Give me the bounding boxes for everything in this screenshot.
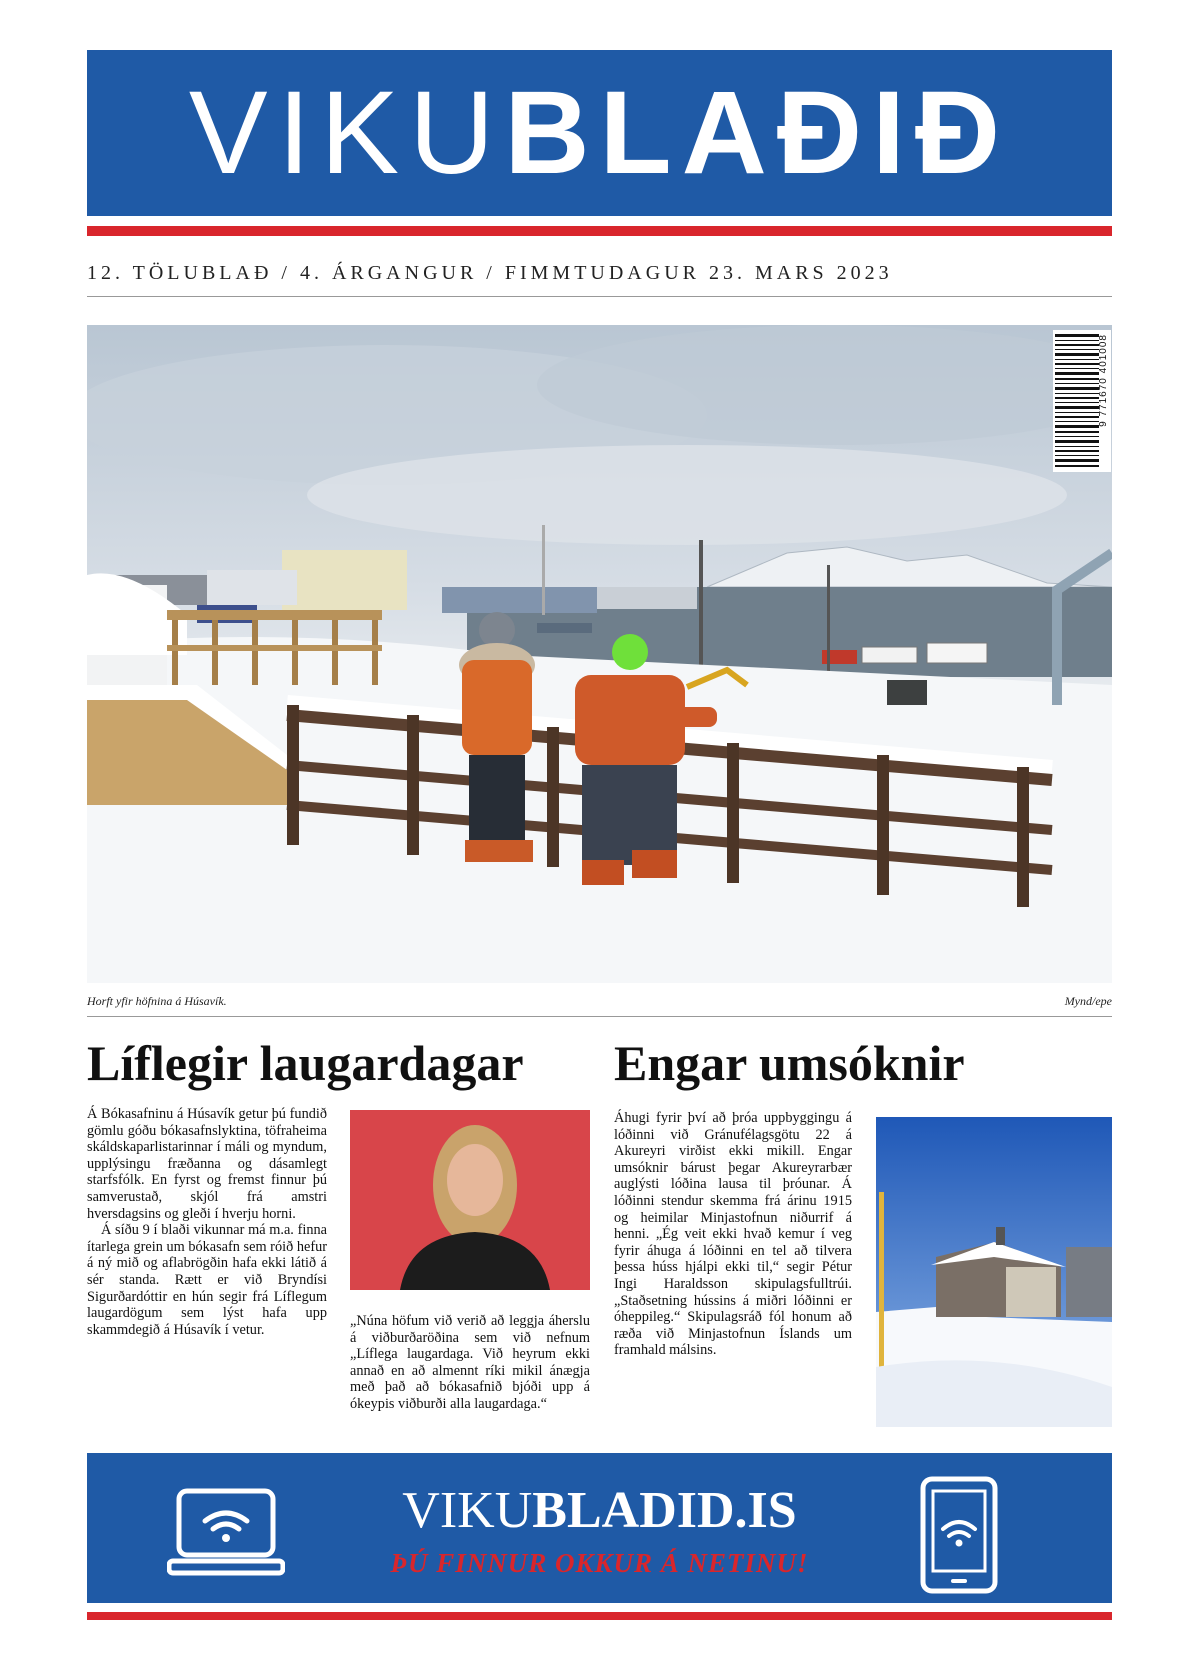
footer-red-rule bbox=[87, 1612, 1112, 1620]
article-left-body bbox=[87, 1106, 327, 1338]
caption-divider bbox=[87, 1016, 1112, 1017]
main-photo bbox=[87, 325, 1112, 983]
portrait-photo bbox=[350, 1110, 590, 1290]
barcode bbox=[1053, 330, 1111, 472]
logo-thin-part: VIKU bbox=[188, 67, 505, 199]
masthead-red-rule bbox=[87, 226, 1112, 236]
footer-banner bbox=[87, 1453, 1112, 1603]
footer-slogan: ÞÚ FINNUR OKKUR Á NETINU! bbox=[390, 1548, 809, 1578]
headline-right: Engar umsóknir bbox=[614, 1035, 965, 1091]
website-name-bold: BLADID.IS bbox=[532, 1482, 797, 1539]
article-right-body bbox=[614, 1110, 852, 1359]
laptop-wifi-icon bbox=[167, 1487, 285, 1579]
issue-line: 12. TÖLUBLAÐ / 4. ÁRGANGUR / FIMMTUDAGUR 23. MARS 2023 bbox=[87, 262, 893, 284]
article-left-paragraph-2: Á síðu 9 í blaði vikunnar má m.a. finna ítarlega grein um bókasafn sem róið hefur á ný mið og aflabrögðin hafa ekki látið á sér standa. Rætt er við Bryndísi Sigurðardóttir en hún segir frá Líflegum laugardögum sem lýst hafa upp skammdegið á Húsavík í vetur. bbox=[87, 1222, 327, 1338]
house-photo bbox=[876, 1117, 1112, 1427]
photo-credit: Mynd/epe bbox=[1064, 994, 1112, 1008]
barcode-icon bbox=[1055, 330, 1099, 472]
photo-caption: Horft yfir höfnina á Húsavík. bbox=[87, 994, 227, 1008]
article-left-paragraph-1: Á Bókasafninu á Húsavík getur þú fundið gömlu góðu bókasafnslyktina, töfraheima skáldskaparlistarinnar í máli og myndum, upplýsingu fræðanna og dásamlegt starfsfólk. En fyrst og fremst finnur þú samverustað, skjól frá amstri hversdagsins og gleði í hverju horni. bbox=[87, 1106, 327, 1222]
article-right-paragraph: Áhugi fyrir því að þróa uppbyggingu á lóðinni við Gránufélagsgötu 22 á Akureyri virðist ekki mikill. Engar umsóknir bárust þegar Akureyrarbær auglýsti lóðina lausa til þróunar. Á lóðinni stendur skemma frá árinu 1915 og heimilar Minjastofnun niðurrif á henni. „Ég veit ekki hvað kemur í veg fyrir áhuga á lóðinni en tel að tilvera þessa húss hjálpi ekki til,“ segir Pétur Ingi Haraldsson skipulagsfulltrúi. „Staðsetning hússins á miðri lóðinni er óheppileg.“ Skipulagsráð fól honum að ræða við Minjastofnun Íslands um framhald málsins. bbox=[614, 1110, 852, 1359]
issue-divider bbox=[87, 296, 1112, 297]
website-name-thin: VIKU bbox=[402, 1482, 533, 1539]
tablet-wifi-icon bbox=[919, 1475, 999, 1595]
headline-left: Líflegir laugardagar bbox=[87, 1035, 524, 1091]
pull-quote: „Núna höfum við verið að leggja áherslu á viðburðaröðina sem við nefnum „Líflega laugardaga. Við heyrum ekki annað en að almennt ríki mikil ánægja með það að bókasafnið bjóði upp á ókeypis viðburði alla laugardaga.“ bbox=[350, 1313, 590, 1412]
logo-bold-part: BLAÐIÐ bbox=[504, 67, 1011, 199]
barcode-digits: 9 771670 401008 bbox=[1098, 334, 1109, 427]
masthead bbox=[87, 50, 1112, 216]
newspaper-logo bbox=[188, 67, 1011, 199]
